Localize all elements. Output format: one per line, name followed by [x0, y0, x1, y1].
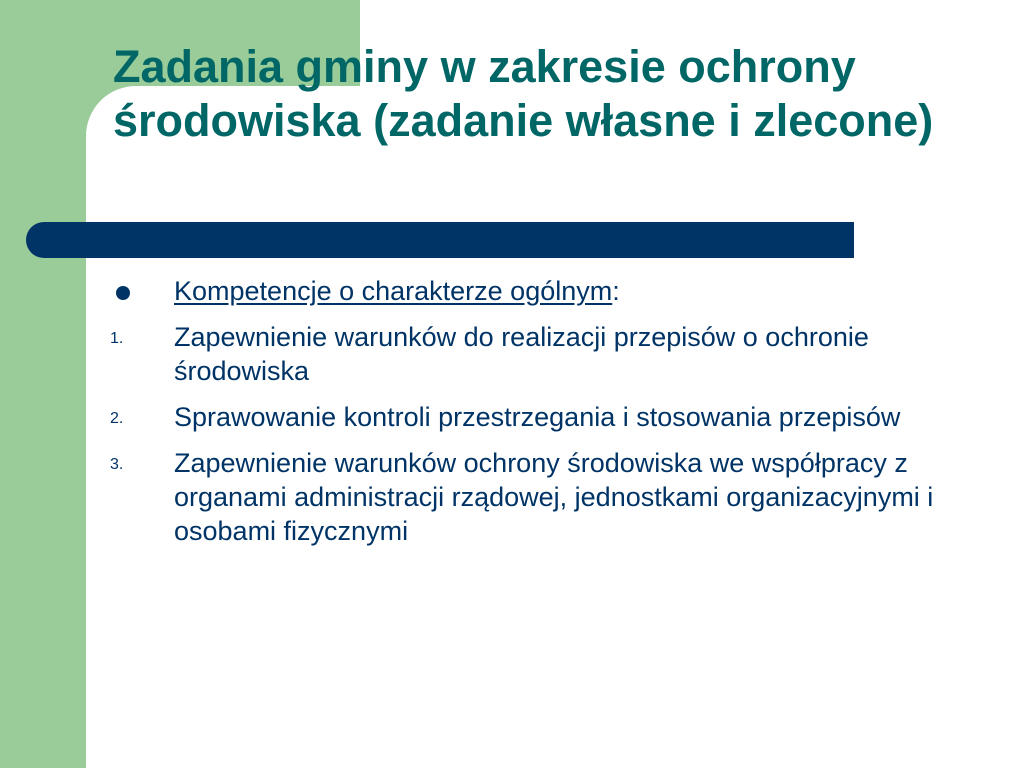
list-item	[108, 446, 988, 548]
list-number: 3.	[110, 456, 124, 473]
slide-title: Zadania gminy w zakresie ochrony środowiska (zadanie własne i zlecone)	[113, 41, 934, 146]
bullet-item	[108, 274, 988, 308]
bullet-dot-icon	[116, 286, 130, 300]
list-item	[108, 400, 988, 434]
list-item-text: Sprawowanie kontroli przestrzegania i stosowania przepisów	[174, 402, 901, 432]
list-number: 1.	[110, 330, 124, 347]
competences-heading: Kompetencje o charakterze ogólnym	[174, 276, 613, 306]
title-divider-bar	[26, 222, 854, 258]
list-item-text: Zapewnienie warunków ochrony środowiska we współpracy z organami administracji rządowej, jednostkami organizacyjnymi i osobami fizycznymi	[174, 448, 934, 546]
heading-colon: :	[612, 276, 620, 306]
list-number: 2.	[110, 410, 124, 427]
list-item-text: Zapewnienie warunków do realizacji przepisów o ochronie środowiska	[174, 322, 869, 386]
list-item	[108, 320, 988, 388]
slide-body	[108, 274, 988, 560]
